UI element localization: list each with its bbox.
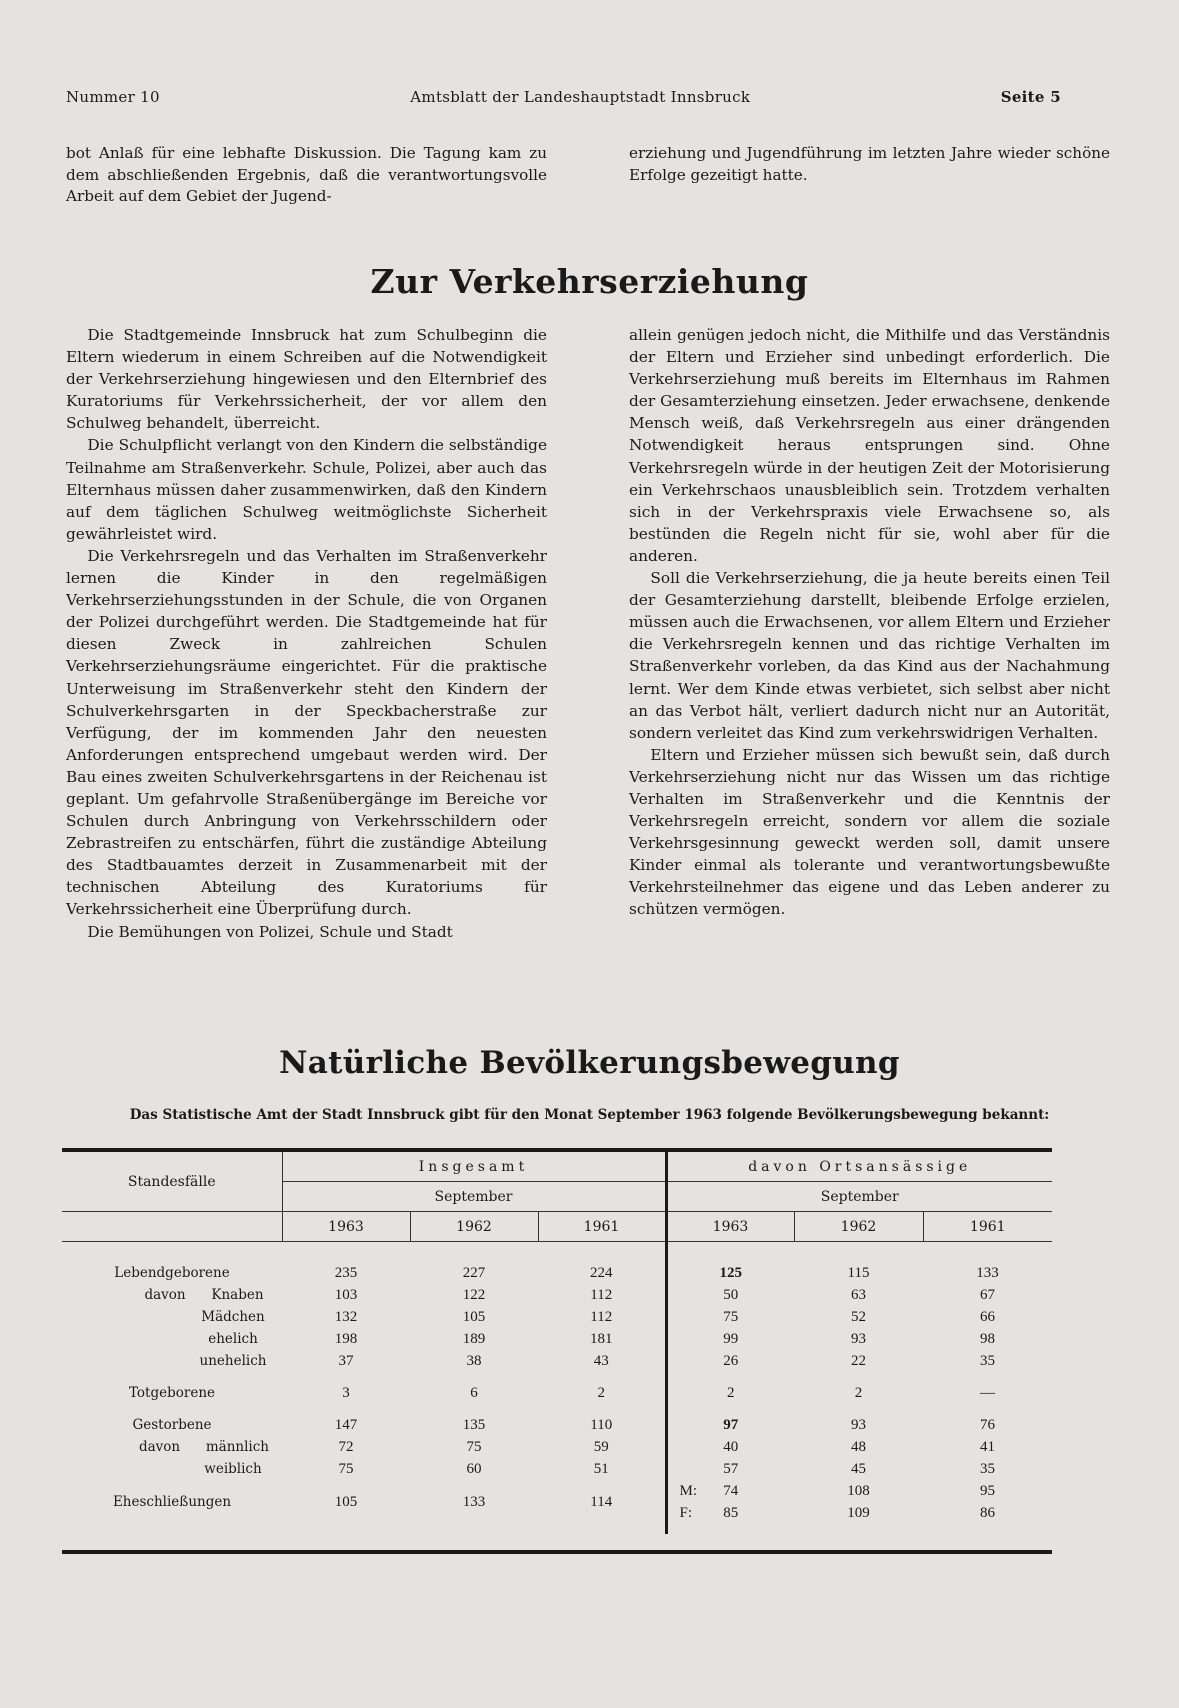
cell-value: 37 — [338, 1352, 354, 1369]
article-subtitle: Das Statistische Amt der Stadt Innsbruck gibt für den Monat September 1963 folgende Bevölkerungsbewegung bekannt: — [129, 1107, 1050, 1123]
year-header: 1962 — [794, 1212, 923, 1242]
cell-value: 26 — [666, 1350, 794, 1372]
row-label: Gestorbene — [132, 1417, 212, 1433]
page-number: Seite 5 — [1000, 88, 1061, 106]
row-label — [62, 1436, 282, 1458]
paragraph: allein genügen jedoch nicht, die Mithilfe und das Verständnis der Eltern und Erzieher sind unbedingt erforderlich. Die Verkehrserziehung muß bereits im Elternhaus im Rahmen der Gesamterziehung einsetzen. Jeder erwachsene, denkende Mensch weiß, daß Verkehrsregeln aus einer drängenden Notwendigkeit heraus entsprungen sind. Ohne Verkehrsregeln würde in der heutigen Zeit der Motorisierung ein Verkehrschaos unausbleiblich sein. Trotzdem verhalten sich in der Verkehrspraxis viele Erwachsene so, als bestünden die Regeln nicht für sie, wohl aber für die anderen. — [629, 326, 1110, 565]
cell-value-female: 109 — [847, 1504, 870, 1521]
cell-value: 147 — [334, 1416, 358, 1433]
month-header: September — [666, 1182, 1052, 1212]
page-header — [66, 88, 1061, 106]
cell-value: 110 — [590, 1416, 613, 1433]
cell-value: 105 — [462, 1308, 486, 1325]
issue-number: Nummer 10 — [66, 88, 160, 106]
row-label-text: männlich — [205, 1439, 270, 1455]
cell-value: 125 — [666, 1262, 794, 1284]
cell-value: 93 — [851, 1416, 866, 1433]
row-label: Mädchen — [201, 1309, 265, 1325]
cell-value-male: 95 — [980, 1482, 995, 1499]
cell-value: 41 — [980, 1438, 995, 1455]
article-title-bevoelkerungsbewegung: Natürliche Bevölkerungsbewegung — [279, 1045, 900, 1081]
cell-value: 235 — [334, 1264, 358, 1281]
row-label: weiblich — [204, 1461, 262, 1477]
cell-value: 97 — [666, 1414, 794, 1436]
article-verkehrserziehung — [66, 324, 1110, 943]
statistics-table-frame — [62, 1148, 1052, 1554]
row-label: Totgeborene — [128, 1385, 216, 1401]
table-row — [62, 1458, 1052, 1480]
cell-value: 93 — [851, 1330, 866, 1347]
row-label: Eheschließungen — [112, 1494, 232, 1510]
row-header-standesfaelle: Standesfälle — [62, 1152, 282, 1212]
cell-value: 6 — [470, 1384, 478, 1401]
table-row — [62, 1436, 1052, 1458]
year-header: 1961 — [538, 1212, 666, 1242]
year-header: 1963 — [666, 1212, 794, 1242]
cell-value: 224 — [590, 1264, 613, 1281]
table-row — [62, 1284, 1052, 1306]
cell-value: 40 — [666, 1436, 794, 1458]
cell-value: 51 — [593, 1460, 609, 1477]
cell-value: 75 — [338, 1460, 354, 1477]
cell-value: 67 — [980, 1286, 995, 1303]
cell-value: 181 — [590, 1330, 613, 1347]
table-row — [62, 1382, 1052, 1404]
year-header: 1962 — [410, 1212, 538, 1242]
cell-value: 45 — [851, 1460, 866, 1477]
cell-value: 22 — [851, 1352, 866, 1369]
paragraph: Eltern und Erzieher müssen sich bewußt sein, daß durch Verkehrserziehung nicht nur das Wissen um das richtige Verhalten im Straßenverkehr und die Kenntnis der Verkehrsregeln erreicht, sondern vor allem die soziale Verkehrsgesinnung geweckt werden soll, damit unsere Kinder einmal als tolerante und verantwortungsbewußte Verkehrsteilnehmer das eigene und das Leben anderer zu schützen vermögen. — [629, 745, 1110, 919]
cell-value: 60 — [466, 1460, 482, 1477]
cell-value: 198 — [334, 1330, 358, 1347]
population-statistics-table — [62, 1152, 1052, 1534]
cell-value: 48 — [851, 1438, 866, 1455]
row-label: unehelich — [199, 1353, 267, 1369]
cell-value: 59 — [593, 1438, 609, 1455]
male-label: M: — [679, 1482, 698, 1499]
cell-value: 35 — [980, 1352, 995, 1369]
cell-value: 57 — [666, 1458, 794, 1480]
cell-value: 135 — [462, 1416, 486, 1433]
paragraph: Die Bemühungen von Polizei, Schule und Stadt — [87, 922, 453, 941]
cell-value — [666, 1480, 794, 1502]
year-header: 1961 — [923, 1212, 1052, 1242]
cell-value: 189 — [462, 1330, 486, 1347]
paragraph: Soll die Verkehrserziehung, die ja heute bereits einen Teil der Gesamterziehung darstellt, bleibende Erfolge erzielen, müssen auch die Erwachsenen, vor allem Eltern und Erzieher die Verkehrsregeln kennen und das richtige Verhalten im Straßenverkehr vorleben, da das Kind aus der Nachahmung lernt. Wer dem Kinde etwas verbietet, sich selbst aber nicht an das Verbot hält, verliert dadurch nicht nur an Autorität, sondern verleitet das Kind zum verkehrswidrigen Verhalten. — [629, 569, 1110, 742]
article-right-column — [629, 324, 1110, 943]
cell-value: 52 — [851, 1308, 866, 1325]
row-prefix: davon — [138, 1439, 181, 1455]
cell-value: 133 — [462, 1493, 486, 1510]
cell-value: 50 — [666, 1284, 794, 1306]
cell-value: 76 — [980, 1416, 995, 1433]
cell-value: 227 — [462, 1264, 486, 1281]
cell-value-male: 74 — [723, 1482, 739, 1499]
row-prefix: davon — [144, 1287, 186, 1303]
intro-left-column — [66, 143, 547, 208]
month-header: September — [282, 1182, 666, 1212]
cell-value: 43 — [593, 1352, 609, 1369]
table-row — [62, 1306, 1052, 1328]
cell-value: 75 — [666, 1306, 794, 1328]
cell-value: 63 — [851, 1286, 866, 1303]
cell-value: 132 — [334, 1308, 358, 1325]
article-left-column — [66, 324, 547, 943]
cell-value-female: 86 — [980, 1504, 995, 1521]
cell-value: 2 — [854, 1384, 863, 1401]
intro-left-text: bot Anlaß für eine lebhafte Diskussion. Die Tagung kam zu dem abschließenden Ergebnis, daß die verantwortungsvolle Arbeit auf dem Gebiet der Jugend- — [66, 144, 547, 205]
row-label: Lebendgeborene — [114, 1265, 230, 1281]
cell-value: 98 — [980, 1330, 995, 1347]
table-row — [62, 1480, 1052, 1502]
cell-value: 112 — [590, 1308, 613, 1325]
cell-value: 133 — [976, 1264, 999, 1281]
group-header-ortsansaessige: davon Ortsansässige — [666, 1152, 1052, 1182]
cell-value: 35 — [980, 1460, 995, 1477]
table-row — [62, 1414, 1052, 1436]
table-row — [62, 1262, 1052, 1284]
female-label: F: — [679, 1504, 693, 1521]
cell-value: 66 — [980, 1308, 995, 1325]
row-label: ehelich — [208, 1331, 258, 1347]
cell-value: 99 — [666, 1328, 794, 1350]
cell-value: 112 — [590, 1286, 613, 1303]
year-header: 1963 — [282, 1212, 410, 1242]
cell-value: 2 — [597, 1384, 605, 1401]
publication-title: Amtsblatt der Landeshauptstadt Innsbruck — [410, 88, 751, 106]
cell-value: 72 — [338, 1438, 354, 1455]
cell-value: 103 — [334, 1286, 358, 1303]
cell-value: 38 — [466, 1352, 482, 1369]
cell-value: 75 — [466, 1438, 482, 1455]
cell-value: 2 — [666, 1382, 794, 1404]
group-header-insgesamt: Insgesamt — [282, 1152, 666, 1182]
cell-value-female: 85 — [723, 1504, 739, 1521]
cell-value: — — [980, 1384, 995, 1401]
paragraph: Die Verkehrsregeln und das Verhalten im Straßenverkehr lernen die Kinder in den regelmäßigen Verkehrserziehungsstunden in der Schule, die von Organen der Polizei durchgeführt werden. Die Stadtgemeinde hat für diesen Zweck in zahlreichen Schulen Verkehrserziehungsräume eingerichtet. Für die praktische Unterweisung im Straßenverkehr steht den Kindern der Schulverkehrsgarten in der Speckbacherstraße zur Verfügung, der im kommenden Jahr den neuesten Anforderungen entsprechend umgebaut werden wird. Der Bau eines zweiten Schulverkehrsgartens in der Reichenau ist geplant. Um gefahrvolle Straßenübergänge im Bereiche vor Schulen durch Anbringung von Verkehrsschildern oder Zebrastreifen zu entschärfen, führt die zuständige Abteilung des Stadtbauamtes derzeit in Zusammenarbeit mit der technischen Abteilung des Kuratoriums für Verkehrssicherheit eine Überprüfung durch. — [66, 546, 547, 919]
intro-right-text: erziehung und Jugendführung im letzten Jahre wieder schöne Erfolge gezeitigt hatte. — [629, 144, 1110, 184]
cell-value: 3 — [342, 1384, 350, 1401]
cell-value — [666, 1502, 794, 1524]
intro-right-column — [629, 143, 1110, 208]
row-label-text: Knaben — [211, 1287, 264, 1303]
table-row — [62, 1328, 1052, 1350]
paragraph: Die Schulpflicht verlangt von den Kindern die selbständige Teilnahme am Straßenverkehr. Schule, Polizei, aber auch das Elternhaus müssen daher zusammenwirken, daß den Kindern auf dem täglichen Schulweg weitmöglichste Sicherheit gewährleistet wird. — [66, 436, 547, 543]
row-label — [62, 1284, 282, 1306]
article-title-verkehrserziehung: Zur Verkehrserziehung — [370, 262, 809, 301]
cell-value: 114 — [590, 1493, 613, 1510]
cell-value-male: 108 — [847, 1482, 870, 1499]
cell-value: 115 — [847, 1264, 870, 1281]
table-row — [62, 1350, 1052, 1372]
paragraph: Die Stadtgemeinde Innsbruck hat zum Schulbeginn die Eltern wiederum in einem Schreiben auf die Notwendigkeit der Verkehrserziehung hingewiesen und den Elternbrief des Kuratoriums für Verkehrssicherheit, der vor allem den Schulweg behandelt, überreicht. — [66, 326, 547, 433]
cell-value: 105 — [334, 1493, 358, 1510]
intro-continuation — [66, 143, 1110, 208]
empty-header-cell — [62, 1212, 282, 1242]
cell-value: 122 — [462, 1286, 486, 1303]
